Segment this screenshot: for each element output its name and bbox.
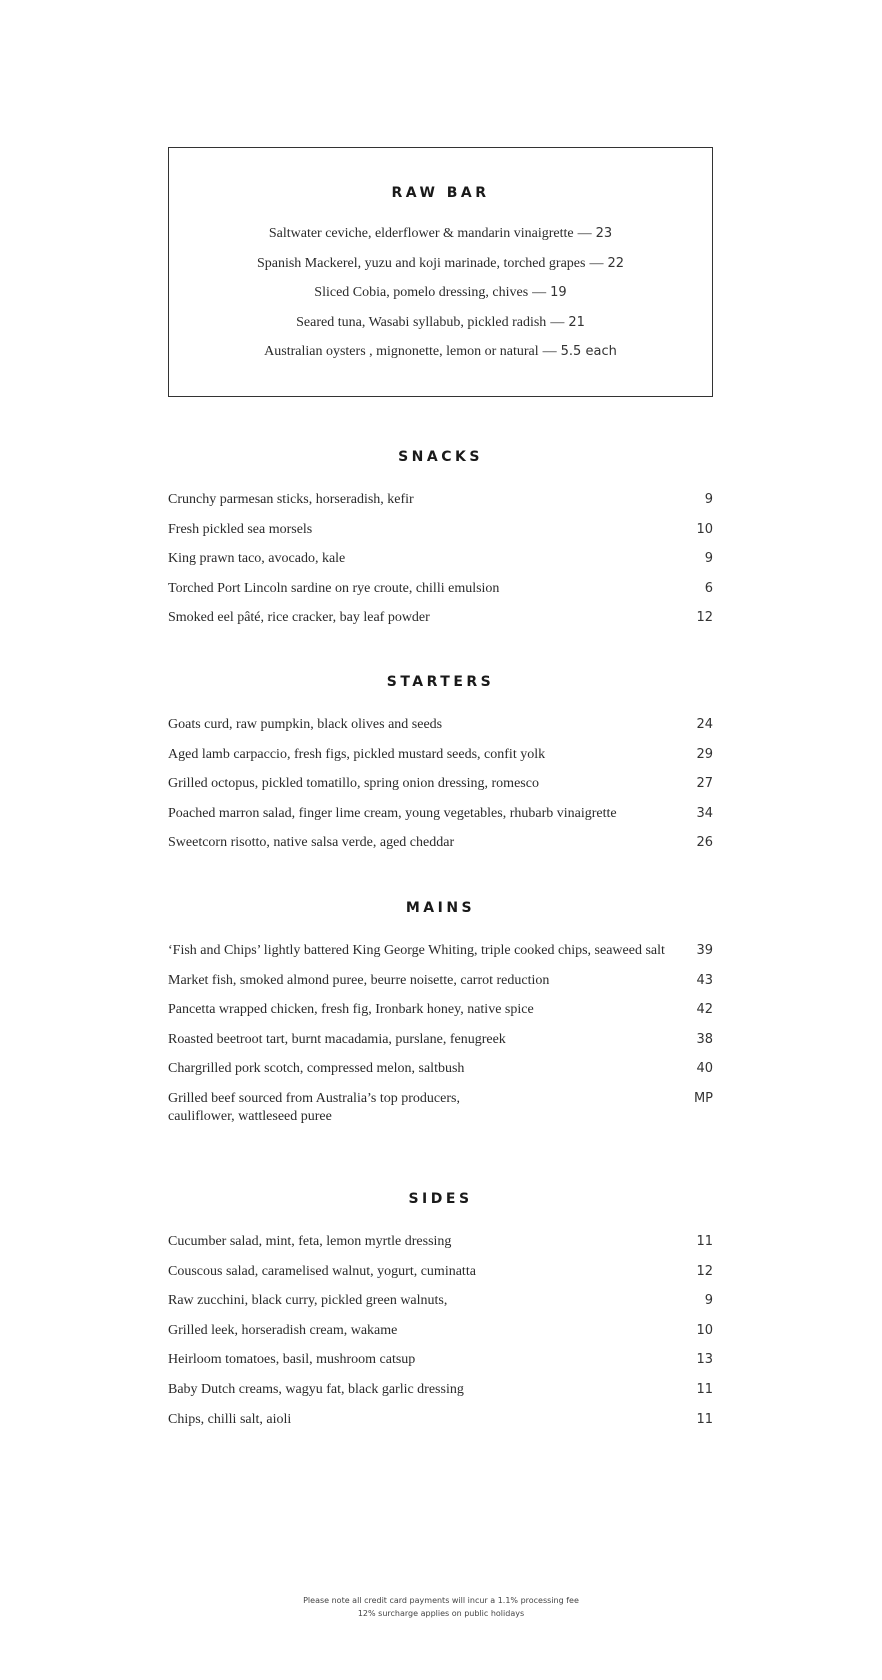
raw-bar-item-price: 5.5 bbox=[560, 344, 582, 360]
raw-bar-item bbox=[169, 343, 712, 373]
menu-item-price: 24 bbox=[696, 717, 713, 732]
menu-item-price: 9 bbox=[704, 1293, 713, 1309]
menu-item bbox=[168, 1263, 713, 1293]
menu-item bbox=[168, 972, 713, 1002]
menu-item-price: 6 bbox=[704, 580, 713, 596]
menu-item bbox=[168, 521, 713, 551]
sides-list bbox=[168, 1233, 713, 1440]
raw-bar-box bbox=[168, 147, 713, 397]
menu-item-price: 42 bbox=[696, 1002, 713, 1018]
raw-bar-item-suffix: each bbox=[581, 344, 617, 360]
mains-list bbox=[168, 942, 713, 1138]
menu-item-price: 9 bbox=[704, 492, 713, 507]
raw-bar-item-name: Saltwater ceviche, elderflower & mandarin vinaigrette bbox=[268, 226, 574, 241]
mains-heading: MAINS bbox=[405, 900, 476, 916]
raw-bar-list bbox=[169, 225, 712, 373]
raw-bar-item-name: Spanish Mackerel, yuzu and koji marinade, torched grapes bbox=[256, 255, 586, 271]
menu-item-price: 10 bbox=[696, 1322, 713, 1338]
raw-bar-item bbox=[169, 225, 712, 255]
menu-item-price: 34 bbox=[696, 805, 713, 821]
raw-bar-item bbox=[169, 314, 712, 344]
menu-item bbox=[168, 1001, 713, 1031]
menu-item-price: 10 bbox=[696, 521, 713, 537]
menu-item-name: King prawn taco, avocado, kale bbox=[168, 551, 346, 567]
menu-item bbox=[168, 1031, 713, 1061]
menu-item bbox=[168, 1381, 713, 1411]
menu-item bbox=[168, 1090, 713, 1138]
sides-heading: SIDES bbox=[408, 1191, 473, 1207]
raw-bar-item-price: 23 bbox=[595, 226, 613, 241]
sides-section bbox=[168, 1191, 713, 1427]
menu-item bbox=[168, 716, 713, 746]
raw-bar-heading: RAW BAR bbox=[391, 185, 490, 201]
menu-item-price: 12 bbox=[696, 610, 713, 626]
raw-bar-item-separator: — bbox=[550, 314, 565, 330]
menu-item-price: 27 bbox=[696, 776, 713, 792]
raw-bar-item-price: 21 bbox=[568, 314, 585, 330]
menu-item-name: Roasted beetroot tart, burnt macadamia, purslane, fenugreek bbox=[168, 1031, 506, 1047]
mains-section bbox=[168, 900, 713, 1124]
raw-bar-item-name: Australian oysters , mignonette, lemon or natural bbox=[264, 344, 539, 360]
menu-item-name: Sweetcorn risotto, native salsa verde, aged cheddar bbox=[168, 835, 455, 851]
raw-bar-item-price: 22 bbox=[607, 255, 625, 271]
starters-section bbox=[168, 674, 713, 851]
menu-item-price: MP bbox=[693, 1090, 713, 1106]
footer-notes bbox=[0, 1594, 882, 1620]
raw-bar-item-separator: — bbox=[589, 255, 604, 271]
menu-item-name: Market fish, smoked almond puree, beurre noisette, carrot reduction bbox=[168, 972, 550, 988]
menu-item-price: 39 bbox=[696, 943, 713, 958]
menu-item bbox=[168, 491, 713, 521]
card-fee-note: Please note all credit card payments will incur a 1.1% processing fee bbox=[303, 1596, 579, 1605]
menu-item-name: Heirloom tomatoes, basil, mushroom catsup bbox=[168, 1352, 416, 1368]
menu-item-price: 12 bbox=[696, 1263, 713, 1279]
menu-item-price: 11 bbox=[696, 1411, 713, 1427]
raw-bar-item bbox=[169, 284, 712, 314]
menu-item-name: Fresh pickled sea morsels bbox=[168, 521, 313, 537]
starters-list bbox=[168, 716, 713, 864]
menu-item-price: 11 bbox=[696, 1234, 713, 1249]
snacks-section bbox=[168, 449, 713, 626]
menu-item bbox=[168, 775, 713, 805]
menu-item-price: 38 bbox=[696, 1031, 713, 1047]
menu-item-name: Grilled octopus, pickled tomatillo, spring onion dressing, romesco bbox=[168, 776, 539, 792]
menu-item-price: 26 bbox=[696, 835, 713, 851]
menu-item-name: Couscous salad, caramelised walnut, yogurt, cuminatta bbox=[168, 1263, 476, 1279]
raw-bar-item-name: Seared tuna, Wasabi syllabub, pickled radish bbox=[296, 314, 547, 330]
menu-item bbox=[168, 1292, 713, 1322]
menu-item bbox=[168, 834, 713, 864]
menu-item-name: ‘Fish and Chips’ lightly battered King George Whiting, triple cooked chips, seaweed salt bbox=[168, 943, 665, 958]
menu-item bbox=[168, 1060, 713, 1090]
menu-item-name: Torched Port Lincoln sardine on rye croute, chilli emulsion bbox=[168, 580, 500, 596]
holiday-surcharge-note: 12% surcharge applies on public holidays bbox=[357, 1609, 525, 1618]
menu-item bbox=[168, 1322, 713, 1352]
snacks-heading: SNACKS bbox=[398, 449, 483, 465]
menu-item bbox=[168, 1233, 713, 1263]
menu-item bbox=[168, 1351, 713, 1381]
raw-bar-item-separator: — bbox=[532, 285, 547, 301]
menu-item-name: Grilled leek, horseradish cream, wakame bbox=[168, 1322, 398, 1338]
menu-item-price: 29 bbox=[696, 746, 713, 762]
menu-item-name: Cucumber salad, mint, feta, lemon myrtle dressing bbox=[168, 1234, 452, 1249]
raw-bar-item-separator: — bbox=[542, 344, 557, 360]
menu-item bbox=[168, 805, 713, 835]
menu-item-name: Crunchy parmesan sticks, horseradish, kefir bbox=[168, 492, 414, 507]
menu-item-name: Pancetta wrapped chicken, fresh fig, Ironbark honey, native spice bbox=[168, 1002, 534, 1018]
menu-item-name: Chips, chilli salt, aioli bbox=[168, 1411, 292, 1427]
menu-item-name: Aged lamb carpaccio, fresh figs, pickled mustard seeds, confit yolk bbox=[168, 746, 546, 762]
menu-item-name: Goats curd, raw pumpkin, black olives and seeds bbox=[168, 717, 443, 732]
menu-item-name: Grilled beef sourced from Australia’s top producers, cauliflower, wattleseed puree bbox=[168, 1090, 460, 1124]
menu-item-name: Chargrilled pork scotch, compressed melon, saltbush bbox=[168, 1061, 465, 1077]
menu-item-price: 9 bbox=[704, 551, 713, 567]
menu-item bbox=[168, 746, 713, 776]
menu-item-name: Raw zucchini, black curry, pickled green walnuts, bbox=[168, 1293, 448, 1309]
menu-item-price: 13 bbox=[696, 1352, 713, 1368]
menu-item-name: Poached marron salad, finger lime cream, young vegetables, rhubarb vinaigrette bbox=[168, 805, 617, 821]
menu-item bbox=[168, 580, 713, 610]
starters-heading: STARTERS bbox=[386, 674, 495, 690]
menu-item-price: 11 bbox=[696, 1381, 713, 1397]
raw-bar-item bbox=[169, 255, 712, 285]
menu-item bbox=[168, 550, 713, 580]
menu-item bbox=[168, 609, 713, 639]
raw-bar-item-price: 19 bbox=[550, 285, 567, 301]
menu-item-price: 40 bbox=[696, 1061, 713, 1077]
snacks-list bbox=[168, 491, 713, 639]
raw-bar-item-separator: — bbox=[577, 226, 592, 241]
menu-item bbox=[168, 1411, 713, 1441]
raw-bar-item-name: Sliced Cobia, pomelo dressing, chives bbox=[314, 285, 529, 301]
menu-item-name: Smoked eel pâté, rice cracker, bay leaf powder bbox=[168, 610, 430, 626]
menu-item bbox=[168, 942, 713, 972]
menu-item-price: 43 bbox=[696, 972, 713, 988]
menu-item-name: Baby Dutch creams, wagyu fat, black garlic dressing bbox=[168, 1381, 464, 1397]
